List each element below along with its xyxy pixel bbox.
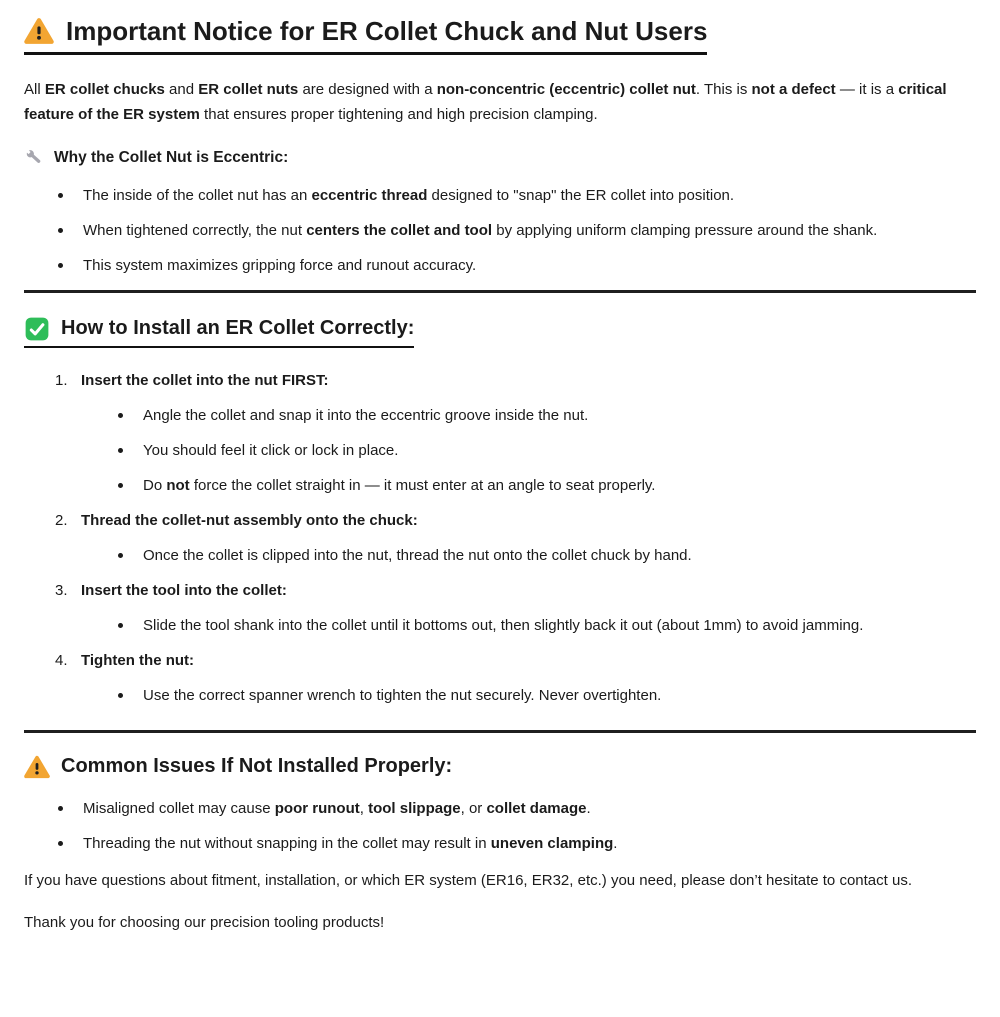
why-bullet-list [24, 185, 976, 276]
step-label: Thread the collet-nut assembly onto the chuck: [81, 512, 418, 529]
notice-section [24, 14, 976, 77]
issues-bullet-list [24, 798, 976, 854]
install-step [24, 580, 976, 636]
step-label: Insert the collet into the nut FIRST: [81, 372, 329, 389]
list-item: Angle the collet and snap it into the eccentric groove inside the nut. [24, 405, 976, 426]
step-label: Tighten the nut: [81, 652, 195, 669]
list-item: Do not force the collet straight in — it must enter at an angle to seat properly. [24, 475, 976, 496]
install-step [24, 650, 976, 706]
intro-paragraph: All ER collet chucks and ER collet nuts are designed with a non-concentric (eccentric) collet nut. This is not a defect — it is a critical feature of the ER system that ensures proper tightening and high precision clamping. [24, 81, 947, 123]
section-divider [24, 290, 976, 293]
list-item: When tightened correctly, the nut centers the collet and tool by applying uniform clamping pressure around the shank. [24, 220, 976, 241]
step-bullet-list [24, 545, 976, 566]
issues-heading [24, 753, 452, 780]
contact-paragraph: If you have questions about fitment, installation, or which ER system (ER16, ER32, etc.) you need, please don’t hesitate to contact us. [24, 872, 912, 889]
install-heading [24, 315, 414, 348]
list-item: The inside of the collet nut has an eccentric thread designed to "snap" the ER collet into position. [24, 185, 976, 206]
wrench-icon [24, 147, 45, 168]
why-heading-text: Why the Collet Nut is Eccentric: [54, 149, 289, 166]
warning-icon [24, 16, 54, 46]
install-steps [24, 370, 976, 706]
list-item: You should feel it click or lock in place. [24, 440, 976, 461]
step-bullet-list [24, 405, 976, 496]
list-item: Misaligned collet may cause poor runout, tool slippage, or collet damage. [24, 798, 976, 819]
warning-icon [24, 754, 50, 780]
page-title-text: Important Notice for ER Collet Chuck and Nut Users [66, 16, 708, 46]
install-heading-text: How to Install an ER Collet Correctly: [61, 317, 415, 339]
step-label: Insert the tool into the collet: [81, 582, 287, 599]
thanks-paragraph: Thank you for choosing our precision tooling products! [24, 914, 385, 931]
install-step [24, 510, 976, 566]
install-section [24, 315, 976, 706]
list-item: Use the correct spanner wrench to tighten the nut securely. Never overtighten. [24, 685, 976, 706]
why-heading [24, 147, 288, 168]
list-item: Once the collet is clipped into the nut, thread the nut onto the collet chuck by hand. [24, 545, 976, 566]
page-title [24, 14, 707, 55]
step-bullet-list [24, 615, 976, 636]
issues-section [24, 753, 976, 854]
issues-heading-text: Common Issues If Not Installed Properly: [61, 755, 453, 777]
check-icon [24, 316, 50, 342]
list-item: Slide the tool shank into the collet until it bottoms out, then slightly back it out (about 1mm) to avoid jamming. [24, 615, 976, 636]
list-item: This system maximizes gripping force and runout accuracy. [24, 255, 976, 276]
list-item: Threading the nut without snapping in the collet may result in uneven clamping. [24, 833, 976, 854]
install-step [24, 370, 976, 496]
step-bullet-list [24, 685, 976, 706]
why-section [24, 147, 976, 276]
section-divider [24, 730, 976, 733]
